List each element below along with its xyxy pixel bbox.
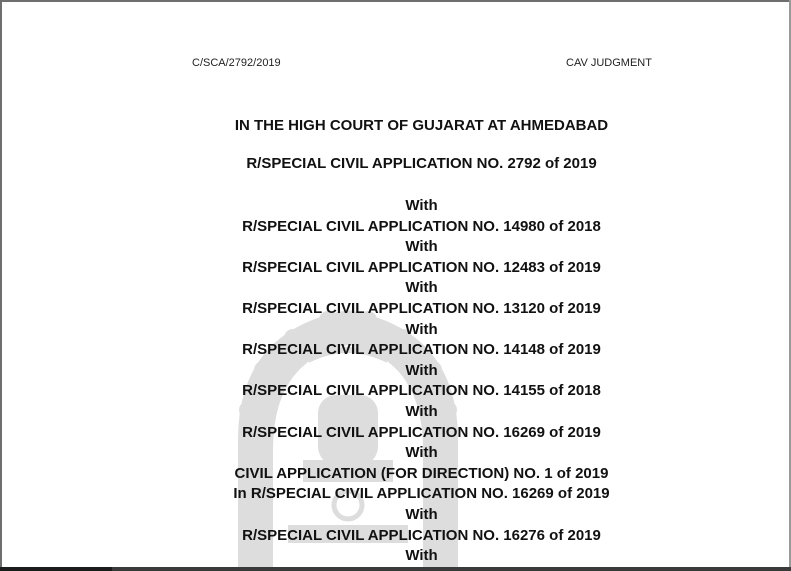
main-application-number: R/SPECIAL CIVIL APPLICATION NO. 2792 of 2019 bbox=[246, 155, 597, 172]
list-item: CIVIL APPLICATION (FOR DIRECTION) NO. 1 of 2019 bbox=[234, 464, 609, 482]
list-item: With bbox=[405, 238, 438, 256]
list-item: R/SPECIAL CIVIL APPLICATION NO. 13120 of 2019 bbox=[242, 299, 601, 317]
list-item: R/SPECIAL CIVIL APPLICATION NO. 16269 of 2019 bbox=[242, 423, 601, 441]
judgment-type: CAV JUDGMENT bbox=[566, 57, 652, 69]
list-item: R/SPECIAL CIVIL APPLICATION NO. 14980 of 2018 bbox=[242, 217, 601, 235]
court-title: IN THE HIGH COURT OF GUJARAT AT AHMEDABAD bbox=[234, 117, 609, 134]
list-item: With bbox=[405, 197, 438, 214]
list-item: With bbox=[405, 279, 438, 297]
list-item: R/SPECIAL CIVIL APPLICATION NO. 14148 of 2019 bbox=[242, 341, 601, 359]
list-item: With bbox=[405, 402, 438, 420]
list-item: With bbox=[405, 361, 438, 379]
page-left-border bbox=[0, 0, 2, 571]
list-item: In R/SPECIAL CIVIL APPLICATION NO. 16269 of 2019 bbox=[233, 485, 610, 503]
connected-applications-list bbox=[0, 196, 791, 567]
case-reference: C/SCA/2792/2019 bbox=[192, 57, 281, 69]
scrollbar-thumb[interactable] bbox=[0, 567, 112, 571]
horizontal-scrollbar[interactable] bbox=[0, 567, 791, 571]
list-item: R/SPECIAL CIVIL APPLICATION NO. 12483 of 2019 bbox=[242, 258, 601, 276]
list-item: R/SPECIAL CIVIL APPLICATION NO. 14155 of 2018 bbox=[242, 382, 601, 400]
list-item: With bbox=[405, 505, 438, 523]
list-item: With bbox=[405, 547, 438, 565]
page-top-border bbox=[0, 0, 791, 2]
list-item: With bbox=[405, 320, 438, 338]
list-item: With bbox=[405, 444, 438, 462]
list-item: R/SPECIAL CIVIL APPLICATION NO. 16276 of 2019 bbox=[242, 526, 601, 544]
